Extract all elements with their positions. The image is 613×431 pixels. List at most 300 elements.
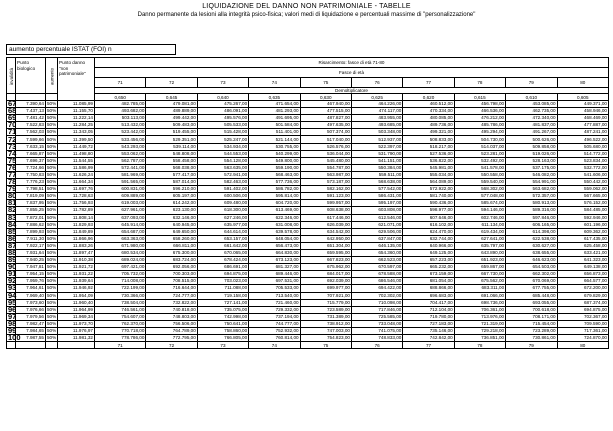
punto-danno-cell: 11.728,63 [58,193,95,200]
aumento-cell: 50% [47,214,57,220]
punto-biologico-cell: 7.633,15 [16,143,46,150]
value-cell: 710.098,00 [351,299,402,306]
invalidita-cell: 90 [8,262,17,272]
value-cell: 513.432,00 [95,122,146,129]
punto-danno-cell: 11.973,70 [58,320,95,327]
value-cell: 597.846,00 [506,214,557,221]
value-cell: 567.665,00 [557,193,608,200]
invalidita-cell: 69 [8,113,17,123]
footer-empty-cell [7,342,16,349]
value-cell: 689.446,00 [249,271,300,278]
value-cell: 580.913,00 [506,200,557,207]
value-cell: 705.533,00 [249,285,300,292]
value-cell: 527.536,00 [403,150,454,157]
value-cell: 646.623,00 [506,257,557,264]
punto-danno-cell: 11.664,34 [58,179,95,186]
value-cell: 545.981,00 [403,164,454,171]
value-cell: 725.585,00 [351,313,402,320]
value-cell: 526.576,00 [300,143,351,150]
invalidita-cell: 93 [8,283,17,293]
value-cell: 541.606,00 [557,171,608,178]
value-cell: 659.867,00 [454,264,505,271]
value-cell: 589.316,00 [506,207,557,214]
aumento-cell: 50% [47,278,57,284]
table-row [7,299,609,306]
value-cell: 675.562,00 [454,278,505,285]
value-cell: 505.533,00 [197,122,248,129]
value-cell: 536.044,00 [300,150,351,157]
value-cell: 601.196,00 [557,221,608,228]
value-cell: 670.065,00 [197,249,248,256]
punto-danno-cell: 11.343,05 [58,129,95,136]
value-cell: 596.210,00 [146,186,197,193]
value-cell: 772.795,00 [146,335,197,342]
value-cell: 555.034,00 [403,171,454,178]
value-cell: 495.294,00 [454,129,505,136]
value-cell: 692.039,00 [300,278,351,285]
value-cell: 715.779,00 [300,299,351,306]
age-header: 78 [454,78,505,88]
aumento-cell: 50% [47,299,57,305]
value-cell: 670.069,00 [506,278,557,285]
punto-danno-cell: 11.808,14 [58,214,95,221]
value-cell: 770.718,00 [95,328,146,335]
punto-danno-cell: 11.954,09 [58,292,95,299]
value-cell: 470.334,00 [403,108,454,115]
value-cell: 591.565,00 [95,179,146,186]
table-row [7,249,609,256]
punto-danno-cell: 11.284,25 [58,122,95,129]
invalidita-cell: 91 [8,269,17,279]
value-cell: 559.190,00 [249,164,300,171]
value-cell: 689.024,00 [95,257,146,264]
punto-biologico-cell: 7.819,09 [16,193,46,200]
value-cell: 608.638,00 [300,207,351,214]
value-cell: 624.470,00 [403,228,454,235]
aumento-cell: 50% [47,271,57,277]
age-header: 76 [351,78,402,88]
value-cell: 586.431,00 [351,193,402,200]
table-row [7,292,609,299]
value-cell: 600.831,00 [95,186,146,193]
value-cell: 550.558,00 [454,171,505,178]
punto-danno-cell: 11.222,14 [58,115,95,122]
value-cell: 681.054,00 [403,278,454,285]
value-cell: 466.536,00 [454,108,505,115]
value-cell: 703.023,00 [197,278,248,285]
value-cell: 657.223,00 [403,257,454,264]
coefficient-cell: 0,640 [197,94,248,101]
value-cell: 677.755,00 [506,285,557,292]
value-cell: 642.950,00 [300,235,351,242]
value-cell: 684.017,00 [300,271,351,278]
value-cell: 778.786,00 [95,335,146,342]
aumento-cell: 50% [47,228,57,234]
value-cell: 604.720,00 [249,200,300,207]
value-cell: 598.977,00 [403,207,454,214]
value-cell: 503.113,00 [95,115,146,122]
value-cell: 585.674,00 [454,200,505,207]
value-cell: 491.267,00 [506,129,557,136]
punto-biologico-cell: 7.899,93 [16,228,46,235]
value-cell: 554.787,00 [300,164,351,171]
value-cell: 617.446,00 [300,214,351,221]
value-cell: 719.158,00 [197,292,248,299]
value-cell: 656.473,00 [249,242,300,249]
punto-biologico-cell: 7.599,66 [16,136,46,143]
age-footer-cell: 71 [95,342,146,349]
value-cell: 563.635,00 [197,164,248,171]
punto-biologico-cell: 7.855,25 [16,207,46,214]
value-cell: 499.321,00 [403,129,454,136]
value-cell: 482.785,00 [95,101,146,108]
value-cell: 694.875,00 [557,306,608,313]
value-cell: 599.957,00 [300,200,351,207]
punto-biologico-cell: 7.776,23 [16,179,46,186]
value-cell: 762.370,00 [95,320,146,327]
coefficient-cell: 0,610 [506,94,557,101]
value-cell: 686.691,00 [197,264,248,271]
value-cell: 758.860,00 [197,328,248,335]
risarcimento-header: Risarcimento: fasce di età 71-80 [95,58,609,68]
value-cell: 622.538,00 [506,235,557,242]
value-cell: 721.460,00 [249,299,300,306]
value-cell: 489.736,00 [403,122,454,129]
table-row [7,115,609,122]
value-cell: 592.946,00 [557,214,608,221]
value-cell: 532.492,00 [454,157,505,164]
value-cell: 572.357,00 [506,193,557,200]
table-row [7,235,609,242]
value-cell: 619.003,00 [95,200,146,207]
punto-danno-cell: 11.964,99 [58,306,95,313]
punto-danno-cell: 11.976,97 [58,328,95,335]
table-row [7,171,609,178]
value-cell: 531.790,00 [351,150,402,157]
value-cell: 702.302,00 [351,292,402,299]
value-cell: 681.327,00 [249,264,300,271]
value-cell: 558.458,00 [146,157,197,164]
aumento-cell: 50% [47,179,57,185]
value-cell: 590.436,00 [403,200,454,207]
value-cell: 572.922,00 [403,186,454,193]
value-cell: 727.141,00 [197,299,248,306]
value-cell: 708.171,00 [506,313,557,320]
age-footer-cell: 72 [146,342,197,349]
value-cell: 475.267,00 [197,101,248,108]
value-cell: 730.366,00 [95,292,146,299]
coefficient-row [7,94,609,101]
punto-biologico-cell: 7.724,66 [16,164,46,171]
value-cell: 591.123,00 [300,193,351,200]
table-row [7,285,609,292]
value-cell: 750.641,00 [197,320,248,327]
value-cell: 525.247,00 [197,136,248,143]
value-cell: 529.351,00 [146,136,197,143]
value-cell: 632.146,00 [146,214,197,221]
value-cell: 456.798,00 [454,101,505,108]
aumento-cell: 50% [47,306,57,312]
value-cell: 641.323,00 [557,257,608,264]
punto-danno-cell: 11.155,70 [58,108,95,115]
value-cell: 581.740,00 [403,193,454,200]
value-cell: 654.503,00 [506,264,557,271]
invalidita-cell: 85 [8,226,17,236]
aumento-cell: 50% [47,150,57,156]
value-cell: 572.941,00 [197,171,248,178]
age-footer-cell: 80 [557,342,608,349]
value-cell: 724.870,00 [557,335,608,342]
value-cell: 708.515,00 [146,278,197,285]
demoltiplicatore-header: Demoltiplicatore [95,88,609,94]
value-cell: 530.755,00 [249,143,300,150]
value-cell: 627.246,00 [197,214,248,221]
punto-danno-header: Punto danno "non patrimoniale" [58,58,95,101]
value-cell: 741.075,00 [351,328,402,335]
value-cell: 665.232,00 [403,264,454,271]
punto-danno-cell: 11.399,50 [58,136,95,143]
aumento-cell: 50% [47,257,57,263]
table-row [7,242,609,249]
value-cell: 495.576,00 [197,115,248,122]
value-cell: 536.822,00 [403,157,454,164]
invalidita-cell: 89 [8,255,17,265]
invalidita-cell: 94 [8,290,17,300]
punto-danno-cell: 11.910,38 [58,257,95,264]
invalidita-cell: 75 [8,155,17,165]
value-cell: 706.361,00 [454,306,505,313]
value-cell: 503.348,00 [351,129,402,136]
value-cell: 584.485,00 [557,207,608,214]
punto-biologico-cell: 7.947,81 [16,264,46,271]
value-cell: 667.730,00 [454,271,505,278]
value-cell: 562.787,00 [95,157,146,164]
value-cell: 539.114,00 [146,143,197,150]
punto-biologico-cell: 7.750,83 [16,171,46,178]
table-row [7,214,609,221]
punto-danno-cell: 11.085,99 [58,101,95,108]
value-cell: 577.048,00 [454,193,505,200]
value-cell: 731.389,00 [300,313,351,320]
punto-biologico-cell: 7.959,76 [16,278,46,285]
value-cell: 514.037,00 [454,143,505,150]
value-cell: 649.138,00 [557,264,608,271]
punto-danno-cell: 11.883,26 [58,242,95,249]
value-cell: 603.808,00 [351,207,402,214]
value-cell: 509.858,00 [506,143,557,150]
value-cell: 453.085,00 [506,101,557,108]
value-cell: 549.800,00 [249,157,300,164]
table-row [7,200,609,207]
value-cell: 564.089,00 [403,179,454,186]
invalidita-cell: 86 [8,233,17,243]
value-cell: 568.302,00 [454,186,505,193]
value-cell: 609.889,00 [95,193,146,200]
aumento-cell: 50% [47,285,57,291]
punto-danno-cell: 11.544,55 [58,157,95,164]
punto-danno-cell: 11.756,93 [58,200,95,207]
value-cell: 554.128,00 [197,157,248,164]
value-cell: 563.987,00 [300,171,351,178]
aumento-cell: 50% [47,115,57,121]
aumento-cell: 50% [47,101,57,107]
aumento-cell: 50% [47,143,57,149]
coefficient-cell: 0,630 [300,94,351,101]
value-cell: 673.123,00 [249,257,300,264]
table-body [7,101,609,342]
value-cell: 460.512,00 [403,101,454,108]
punto-biologico-cell: 7.976,66 [16,306,46,313]
value-cell: 634.542,00 [300,228,351,235]
aumento-cell: 50% [47,200,57,206]
value-cell: 649.650,00 [146,228,197,235]
value-cell: 577.542,00 [351,186,402,193]
value-cell: 581.969,00 [95,171,146,178]
value-cell: 606.165,00 [506,221,557,228]
value-cell: 664.577,00 [557,278,608,285]
invalidita-cell: 82 [8,205,17,215]
value-cell: 678.588,00 [351,271,402,278]
value-cell: 667.823,00 [300,257,351,264]
invalidita-cell: 88 [8,248,17,258]
value-cell: 541.151,00 [351,157,402,164]
value-cell: 662.302,00 [506,271,557,278]
istat-label: aumento percentuale ISTAT (FOI) n [6,44,176,55]
value-cell: 532.772,00 [557,164,608,171]
age-footer-cell: 79 [506,342,557,349]
value-cell: 649.125,00 [403,249,454,256]
value-cell: 742.998,00 [197,313,248,320]
value-cell: 528.163,00 [506,157,557,164]
punto-biologico-cell: 7.522,83 [16,122,46,129]
value-cell: 738.912,00 [300,320,351,327]
table-row [7,101,609,108]
invalidita-cell: 71 [8,127,17,137]
value-cell: 693.055,00 [506,299,557,306]
punto-danno-cell: 11.946,92 [58,285,95,292]
invalidita-cell: 97 [8,311,17,321]
value-cell: 687.374,00 [557,299,608,306]
value-cell: 501.584,00 [249,122,300,129]
value-cell: 577.736,00 [249,179,300,186]
value-cell: 631.008,00 [249,221,300,228]
table-row [7,143,609,150]
invalidita-cell: 73 [8,141,17,151]
value-cell: 467.940,00 [300,101,351,108]
value-cell: 612.546,00 [351,214,402,221]
punto-biologico-cell: 7.979,56 [16,313,46,320]
value-cell: 523.442,00 [95,129,146,136]
invalidita-cell: 98 [8,318,17,328]
table-row [7,122,609,129]
value-cell: 716.644,00 [146,285,197,292]
value-cell: 623.130,00 [146,207,197,214]
value-cell: 632.744,00 [403,235,454,242]
invalidita-cell: 80 [8,191,17,201]
value-cell: 514.772,00 [557,150,608,157]
age-header: 79 [506,78,557,88]
table-row [7,150,609,157]
punto-biologico-cell: 7.911,30 [16,235,46,242]
value-cell: 717.846,00 [351,306,402,313]
age-header: 74 [249,78,300,88]
value-cell: 685.448,00 [506,292,557,299]
value-cell: 534.934,00 [197,143,248,150]
value-cell: 738.504,00 [95,299,146,306]
table-row [7,328,609,335]
value-cell: 517.040,00 [300,136,351,143]
punto-biologico-cell: 7.562,03 [16,129,46,136]
invalidita-cell: 95 [8,297,17,307]
value-cell: 582.162,00 [300,186,351,193]
value-cell: 504.730,00 [454,136,505,143]
value-cell: 651.304,00 [300,242,351,249]
value-cell: 550.384,00 [351,164,402,171]
value-cell: 700.303,00 [146,271,197,278]
value-cell: 505.680,00 [557,143,608,150]
value-cell: 645.914,00 [95,221,146,228]
value-cell: 541.578,00 [454,164,505,171]
age-header: 73 [197,78,248,88]
age-footer-row [7,342,609,349]
invalidita-cell: 79 [8,184,17,194]
value-cell: 736.851,00 [454,335,505,342]
punto-biologico-cell: 7.982,47 [16,320,46,327]
value-cell: 479.081,00 [146,101,197,108]
value-cell: 670.597,00 [351,264,402,271]
value-cell: 704.417,00 [403,299,454,306]
value-cell: 480.085,00 [403,115,454,122]
value-cell: 663.363,00 [95,235,146,242]
value-cell: 559.511,00 [351,171,402,178]
table-row [7,221,609,228]
value-cell: 622.346,00 [249,214,300,221]
value-cell: 627.961,00 [95,207,146,214]
aumento-cell: 50% [47,242,57,248]
value-cell: 521.144,00 [249,136,300,143]
value-cell: 472.340,00 [506,115,557,122]
age-header: 75 [300,78,351,88]
value-cell: 697.531,00 [249,278,300,285]
value-cell: 643.890,00 [454,249,505,256]
value-cell: 735.075,00 [197,306,248,313]
value-cell: 671.980,00 [95,242,146,249]
value-cell: 508.833,00 [403,136,454,143]
liquidation-table [6,57,609,349]
value-cell: 723.589,00 [300,306,351,313]
value-cell: 515.428,00 [197,129,248,136]
value-cell: 518.217,00 [403,143,454,150]
invalidita-cell: 87 [8,240,17,250]
value-cell: 742.842,00 [403,335,454,342]
value-cell: 563.682,00 [506,186,557,193]
value-cell: 607.646,00 [403,214,454,221]
value-cell: 683.311,00 [454,285,505,292]
value-cell: 644.614,00 [197,228,248,235]
value-cell: 661.642,00 [197,242,248,249]
value-cell: 653.157,00 [197,235,248,242]
punto-danno-cell: 11.449,72 [58,143,95,150]
value-cell: 711.088,00 [197,285,248,292]
aumento-cell: 50% [47,164,57,170]
value-cell: 586.782,00 [249,186,300,193]
value-cell: 698.736,00 [454,299,505,306]
value-cell: 700.618,00 [506,306,557,313]
punto-biologico-cell: 7.973,60 [16,299,46,306]
value-cell: 625.458,00 [557,242,608,249]
value-cell: 617.435,00 [557,235,608,242]
age-header-row [7,78,609,88]
